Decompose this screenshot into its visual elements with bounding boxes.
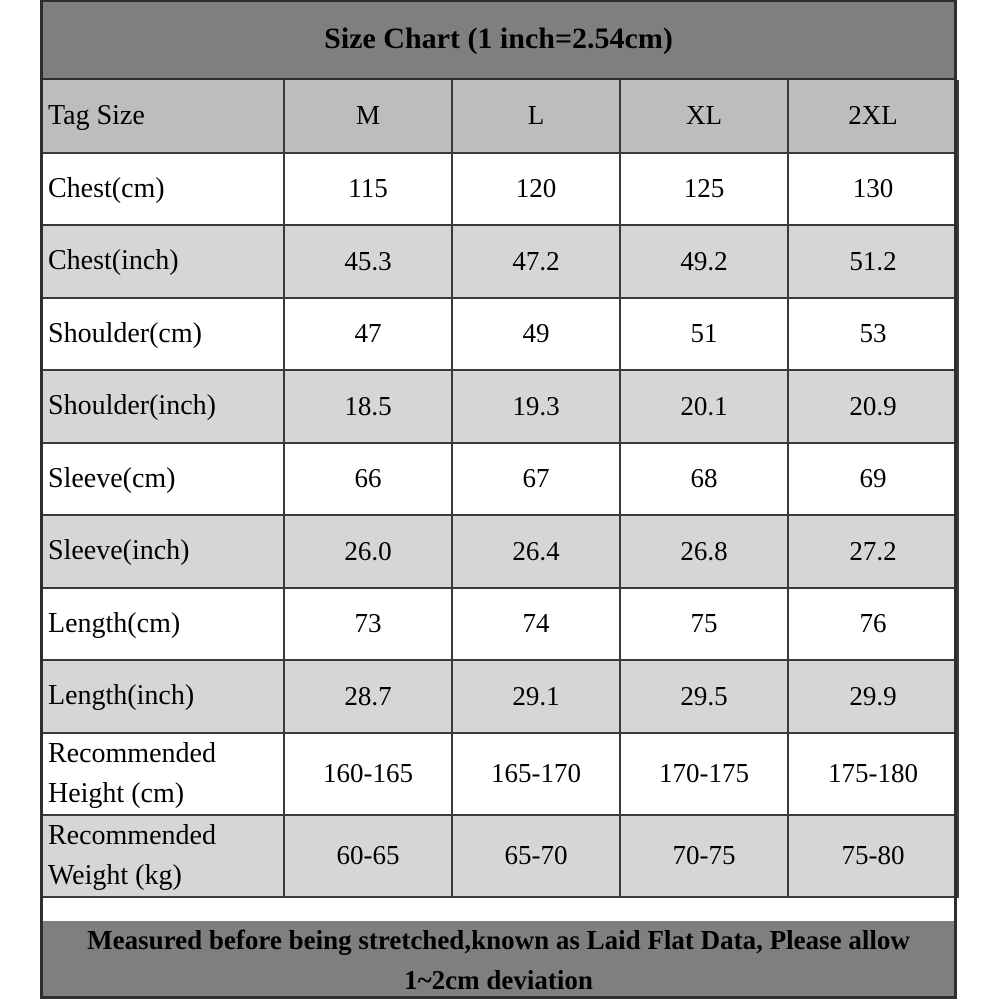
table-cell: 165-170 [452,733,620,815]
table-cell: 29.9 [788,660,958,733]
table-cell: 68 [620,443,788,516]
table-cell: 70-75 [620,815,788,897]
table-cell: 175-180 [788,733,958,815]
table-cell: 66 [284,443,452,516]
table-cell: 120 [452,153,620,226]
table-cell: 26.8 [620,515,788,588]
row-label: Chest(cm) [41,153,284,226]
table-cell: 170-175 [620,733,788,815]
row-label: Shoulder(inch) [41,370,284,443]
table-cell: 51 [620,298,788,371]
header-cell-l: L [452,80,620,153]
table-cell: 130 [788,153,958,226]
table-cell: 19.3 [452,370,620,443]
row-label: Length(inch) [41,660,284,733]
table-cell: 76 [788,588,958,661]
row-label-line: Height (cm) [48,777,185,809]
table-cell: 26.4 [452,515,620,588]
table-cell: 74 [452,588,620,661]
row-label: Sleeve(cm) [41,443,284,516]
table-cell: 29.5 [620,660,788,733]
table-cell: 75 [620,588,788,661]
row-label-line: Recommended [48,819,216,851]
table-cell: 160-165 [284,733,452,815]
table-cell: 47.2 [452,225,620,298]
table-cell: 67 [452,443,620,516]
table-cell: 75-80 [788,815,958,897]
table-cell: 20.1 [620,370,788,443]
table-cell: 49 [452,298,620,371]
header-cell-2xl: 2XL [788,80,958,153]
table-cell: 45.3 [284,225,452,298]
table-cell: 51.2 [788,225,958,298]
table-cell: 60-65 [284,815,452,897]
header-cell-m: M [284,80,452,153]
table-cell: 53 [788,298,958,371]
table-cell: 115 [284,153,452,226]
header-cell-xl: XL [620,80,788,153]
table-cell: 18.5 [284,370,452,443]
row-label: Length(cm) [41,588,284,661]
table-cell: 20.9 [788,370,958,443]
table-cell: 27.2 [788,515,958,588]
row-label: Chest(inch) [41,225,284,298]
chart-title: Size Chart (1 inch=2.54cm) [40,0,957,80]
table-cell: 73 [284,588,452,661]
row-label-line: Recommended [48,737,216,769]
table-cell: 69 [788,443,958,516]
header-cell-tag-size: Tag Size [41,80,284,153]
footer-note: Measured before being stretched,known as Laid Flat Data, Please allow 1~2cm deviation [40,921,957,999]
row-label: Shoulder(cm) [41,298,284,371]
table-cell: 47 [284,298,452,371]
chart-border [40,0,957,999]
table-cell: 26.0 [284,515,452,588]
table-cell: 28.7 [284,660,452,733]
table-cell: 125 [620,153,788,226]
table-cell: 65-70 [452,815,620,897]
table-cell: 29.1 [452,660,620,733]
row-label: Sleeve(inch) [41,515,284,588]
size-chart [40,0,957,1001]
row-label-line: Weight (kg) [48,859,182,891]
table-cell: 49.2 [620,225,788,298]
